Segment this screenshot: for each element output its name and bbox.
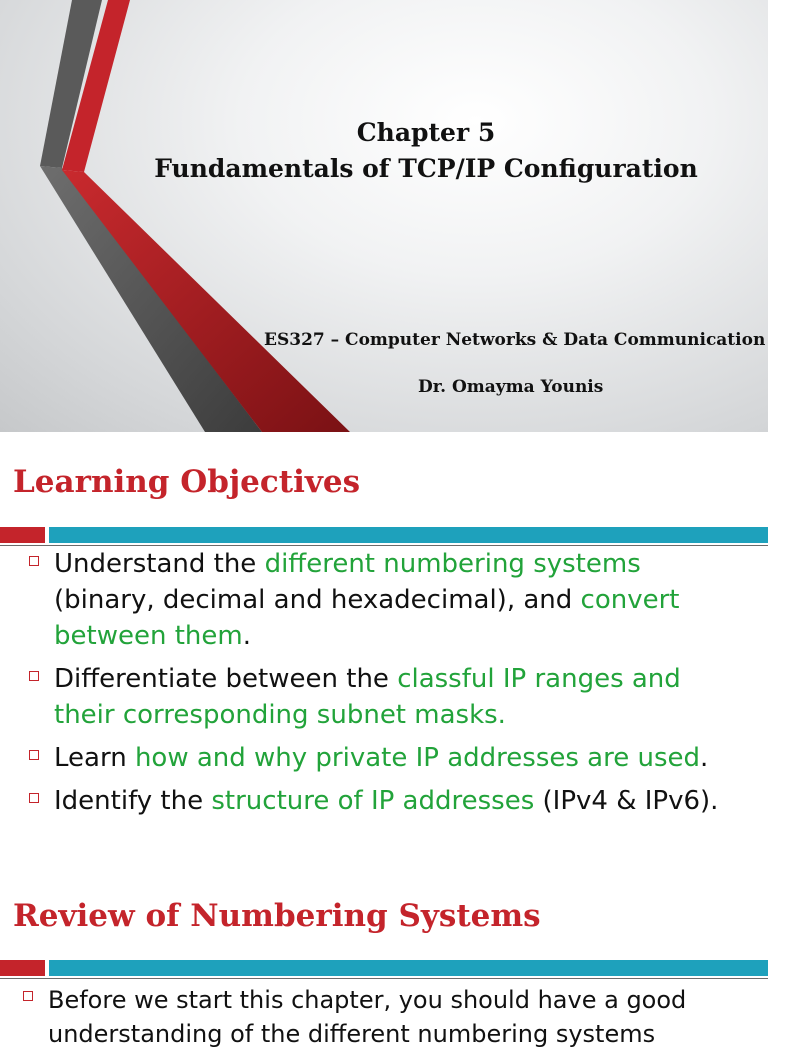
objective-text: .: [700, 743, 709, 773]
objective-text: Learn: [54, 743, 135, 773]
slide-heading: Learning Objectives: [13, 464, 361, 500]
decorative-stripes: [0, 0, 768, 432]
bullet-icon: [29, 671, 39, 681]
objective-text: .: [242, 621, 251, 651]
objective-text: (IPv4 & IPv6).: [534, 786, 719, 816]
presentation-title: Fundamentals of TCP/IP Configuration: [154, 154, 698, 183]
bullet-icon: [29, 750, 39, 760]
objective-text: Differentiate between the: [54, 664, 398, 694]
divider-line: [0, 978, 768, 979]
title-slide: [0, 0, 768, 432]
bullet-icon: [29, 556, 39, 566]
slide-heading: Review of Numbering Systems: [13, 898, 541, 934]
highlighted-text: classful IP ranges and their corresponding subnet masks.: [54, 664, 681, 730]
objective-item: [0, 661, 740, 733]
bullet-icon: [23, 991, 33, 1001]
author-name: Dr. Omayma Younis: [418, 377, 604, 397]
chapter-label: Chapter 5: [356, 118, 496, 147]
highlighted-text: convert between them: [54, 585, 680, 651]
objective-text: Understand the: [54, 549, 265, 579]
gray-stripe-bottom: [40, 166, 262, 432]
objective-text: Identify the: [54, 786, 212, 816]
accent-bar-blue: [49, 527, 768, 543]
highlighted-text: structure of IP addresses: [211, 786, 535, 816]
objective-item: [0, 740, 740, 776]
objectives-slide: [0, 432, 768, 865]
accent-bar-red: [0, 527, 45, 543]
objective-text: (binary, decimal and hexadecimal), and: [54, 585, 581, 615]
highlighted-text: different numbering systems: [264, 549, 641, 579]
accent-bar-blue: [49, 960, 768, 976]
review-slide: [0, 865, 768, 1048]
body-text: Before we start this chapter, you should have a good understanding of the different numbering systems: [48, 986, 687, 1048]
bullet-icon: [29, 793, 39, 803]
objective-item: [0, 783, 740, 819]
course-name: ES327 – Computer Networks & Data Communication: [264, 330, 766, 350]
highlighted-text: how and why private IP addresses are used: [134, 743, 701, 773]
objective-item: [0, 546, 740, 654]
accent-bar-red: [0, 960, 45, 976]
objectives-list: [0, 546, 740, 826]
